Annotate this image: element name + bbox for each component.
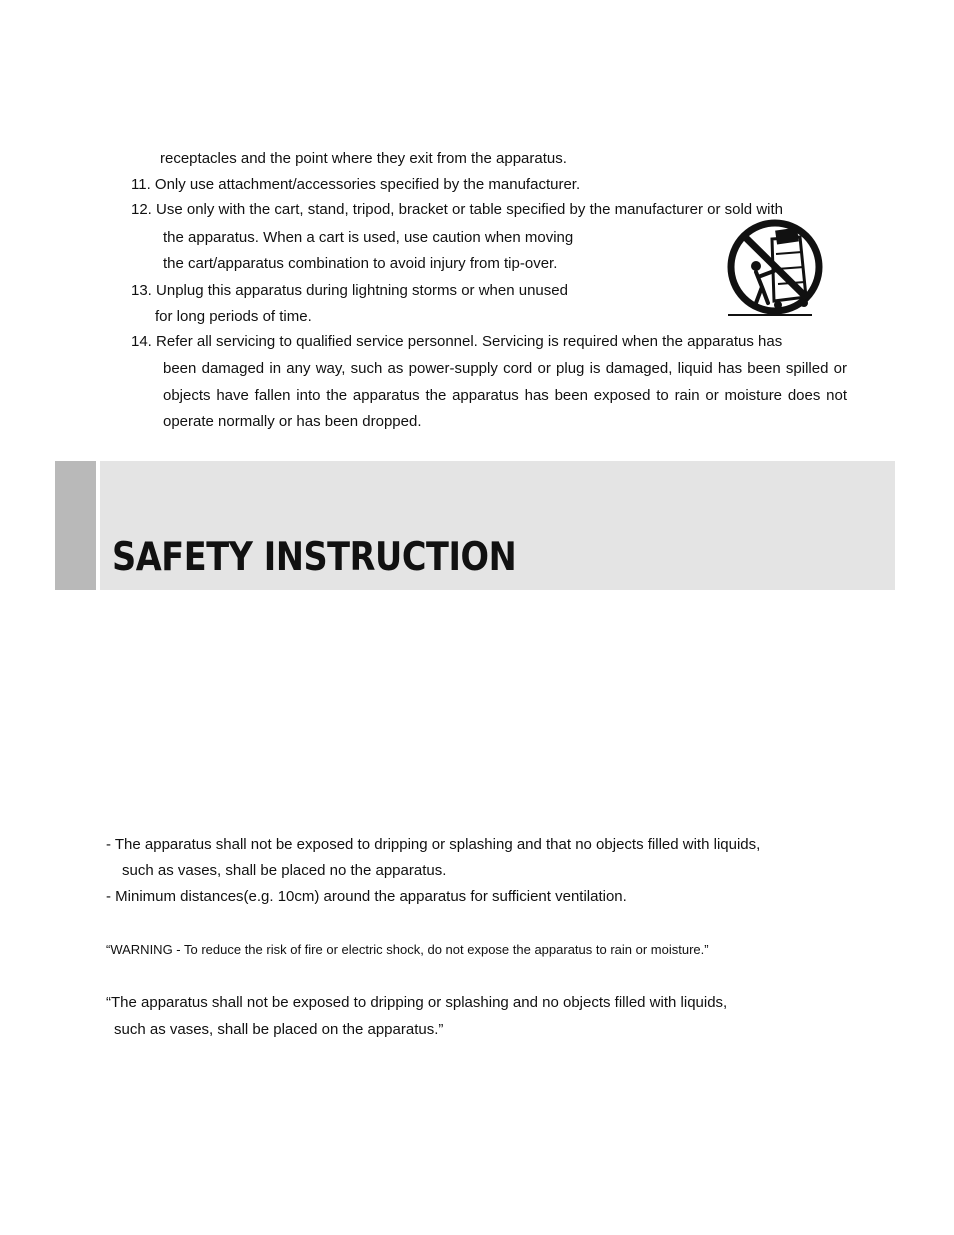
- item-14-first-line: 14. Refer all servicing to qualified service personnel. Servicing is required when the apparatus has: [131, 333, 783, 350]
- section-header-divider: [96, 461, 100, 590]
- note-bullet-2: - Minimum distances(e.g. 10cm) around the apparatus for sufficient ventilation.: [106, 888, 627, 905]
- item-11: 11. Only use attachment/accessories specified by the manufacturer.: [131, 176, 581, 193]
- item-10-continuation: receptacles and the point where they exit from the apparatus.: [160, 150, 567, 167]
- item-12-line-2: the apparatus. When a cart is used, use caution when moving: [163, 229, 574, 246]
- item-12-line-3: the cart/apparatus combination to avoid injury from tip-over.: [163, 255, 558, 272]
- note-bullet-1-line-1: - The apparatus shall not be exposed to dripping or splashing and that no objects filled with liquids,: [106, 836, 761, 853]
- item-13-line-1: 13. Unplug this apparatus during lightning storms or when unused: [131, 282, 568, 299]
- section-title: SAFETY INSTRUCTION: [112, 535, 517, 580]
- quote-line-2: such as vases, shall be placed on the apparatus.”: [114, 1021, 444, 1038]
- quote-line-1: “The apparatus shall not be exposed to dripping or splashing and no objects filled with liquids,: [106, 994, 728, 1011]
- item-14-body: been damaged in any way, such as power-supply cord or plug is damaged, liquid has been spilled or objects have fallen into the apparatus the apparatus has been exposed to rain or moisture does not operate normally or has been dropped.: [163, 360, 847, 430]
- note-bullet-1-line-2: such as vases, shall be placed no the apparatus.: [122, 862, 447, 879]
- item-12-first-line: 12. Use only with the cart, stand, tripod, bracket or table specified by the manufacturer or sold with: [131, 201, 783, 218]
- item-13-line-2: for long periods of time.: [155, 308, 312, 325]
- no-cart-tip-over-icon: [722, 219, 828, 319]
- section-header-tab: [55, 461, 96, 590]
- warning-statement: “WARNING - To reduce the risk of fire or electric shock, do not expose the apparatus to rain or moisture.”: [106, 942, 709, 957]
